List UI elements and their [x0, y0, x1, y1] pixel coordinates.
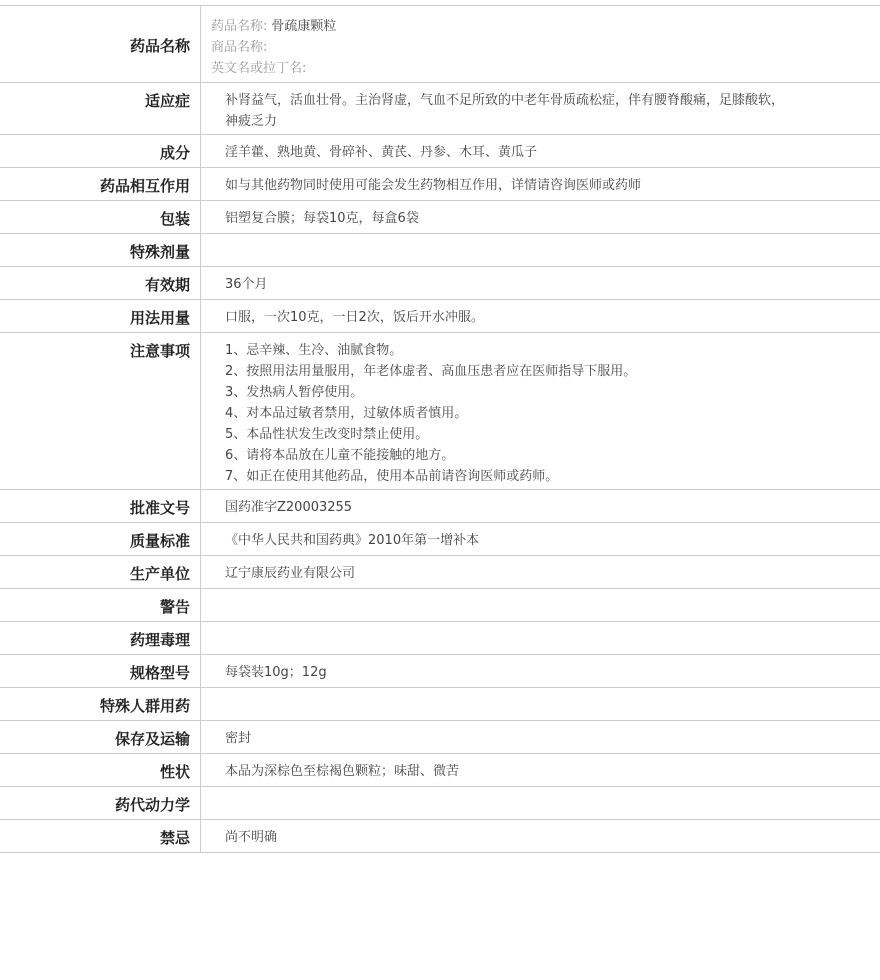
label-special-populations: 特殊人群用药: [0, 688, 201, 721]
value-warning: [201, 589, 880, 622]
row-pharmacology: [0, 622, 880, 655]
label-pharmacokinetics: 药代动力学: [0, 787, 201, 820]
value-appearance: 本品为深棕色至棕褐色颗粒；味甜、微苦: [201, 754, 880, 787]
row-special-populations: [0, 688, 880, 721]
value-ingredients: 淫羊藿、熟地黄、骨碎补、黄芪、丹参、木耳、黄瓜子: [201, 135, 880, 168]
precaution-item: 4、对本品过敏者禁用，过敏体质者慎用。: [225, 406, 468, 421]
precaution-item: 2、按照用法用量服用，年老体虚者、高血压患者应在医师指导下服用。: [225, 364, 637, 379]
value-pharmacology: [201, 622, 880, 655]
value-special-populations: [201, 688, 880, 721]
value-storage: 密封: [201, 721, 880, 754]
label-warning: 警告: [0, 589, 201, 622]
label-packaging: 包装: [0, 201, 201, 234]
value-approval-number: 国药准字Z20003255: [201, 490, 880, 523]
value-interactions: 如与其他药物同时使用可能会发生药物相互作用，详情请咨询医师或药师: [201, 168, 880, 201]
row-pharmacokinetics: [0, 787, 880, 820]
label-interactions: 药品相互作用: [0, 168, 201, 201]
row-indications: [0, 83, 880, 135]
row-warning: [0, 589, 880, 622]
label-shelf-life: 有效期: [0, 267, 201, 300]
label-approval-number: 批准文号: [0, 490, 201, 523]
value-special-dosage: [201, 234, 880, 267]
precaution-item: 5、本品性状发生改变时禁止使用。: [225, 427, 429, 442]
value-specification: 每袋装10g；12g: [201, 655, 880, 688]
label-specification: 规格型号: [0, 655, 201, 688]
precaution-item: 3、发热病人暂停使用。: [225, 385, 364, 400]
label-precautions: 注意事项: [0, 333, 201, 490]
row-specification: [0, 655, 880, 688]
value-contraindications: 尚不明确: [201, 820, 880, 853]
row-packaging: [0, 201, 880, 234]
row-manufacturer: [0, 556, 880, 589]
value-shelf-life: 36个月: [201, 267, 880, 300]
label-ingredients: 成分: [0, 135, 201, 168]
trade-name-key: 商品名称:: [211, 40, 268, 55]
label-indications: 适应症: [0, 83, 201, 135]
row-special-dosage: [0, 234, 880, 267]
latin-name-key: 英文名或拉丁名:: [211, 61, 307, 76]
label-storage: 保存及运输: [0, 721, 201, 754]
generic-name-key: 药品名称:: [211, 19, 268, 34]
precaution-item: 7、如正在使用其他药品，使用本品前请咨询医师或药师。: [225, 469, 559, 484]
generic-name-line: [211, 16, 880, 37]
latin-name-line: [211, 58, 880, 79]
drug-names-cell: [201, 6, 880, 83]
label-manufacturer: 生产单位: [0, 556, 201, 589]
row-ingredients: [0, 135, 880, 168]
trade-name-line: [211, 37, 880, 58]
drug-info-table: [0, 5, 880, 853]
precaution-item: 1、忌辛辣、生冷、油腻食物。: [225, 343, 403, 358]
row-appearance: [0, 754, 880, 787]
value-dosage: 口服，一次10克，一日2次，饭后开水冲服。: [201, 300, 880, 333]
row-quality-standard: [0, 523, 880, 556]
row-contraindications: [0, 820, 880, 853]
row-shelf-life: [0, 267, 880, 300]
label-contraindications: 禁忌: [0, 820, 201, 853]
row-storage: [0, 721, 880, 754]
value-pharmacokinetics: [201, 787, 880, 820]
row-interactions: [0, 168, 880, 201]
row-approval-number: [0, 490, 880, 523]
label-drug-name: 药品名称: [0, 6, 201, 83]
value-quality-standard: 《中华人民共和国药典》2010年第一增补本: [201, 523, 880, 556]
label-appearance: 性状: [0, 754, 201, 787]
value-indications: 补肾益气，活血壮骨。主治肾虚，气血不足所致的中老年骨质疏松症，伴有腰脊酸痛，足膝酸软，神疲乏力: [201, 83, 880, 135]
generic-name-value: 骨疏康颗粒: [271, 19, 337, 34]
label-dosage: 用法用量: [0, 300, 201, 333]
label-special-dosage: 特殊剂量: [0, 234, 201, 267]
row-precautions: [0, 333, 880, 490]
row-drug-name: [0, 6, 880, 83]
value-precautions: [201, 333, 880, 490]
row-dosage: [0, 300, 880, 333]
label-quality-standard: 质量标准: [0, 523, 201, 556]
label-pharmacology: 药理毒理: [0, 622, 201, 655]
precaution-item: 6、请将本品放在儿童不能接触的地方。: [225, 448, 455, 463]
value-packaging: 铝塑复合膜；每袋10克，每盒6袋: [201, 201, 880, 234]
value-manufacturer: 辽宁康辰药业有限公司: [201, 556, 880, 589]
